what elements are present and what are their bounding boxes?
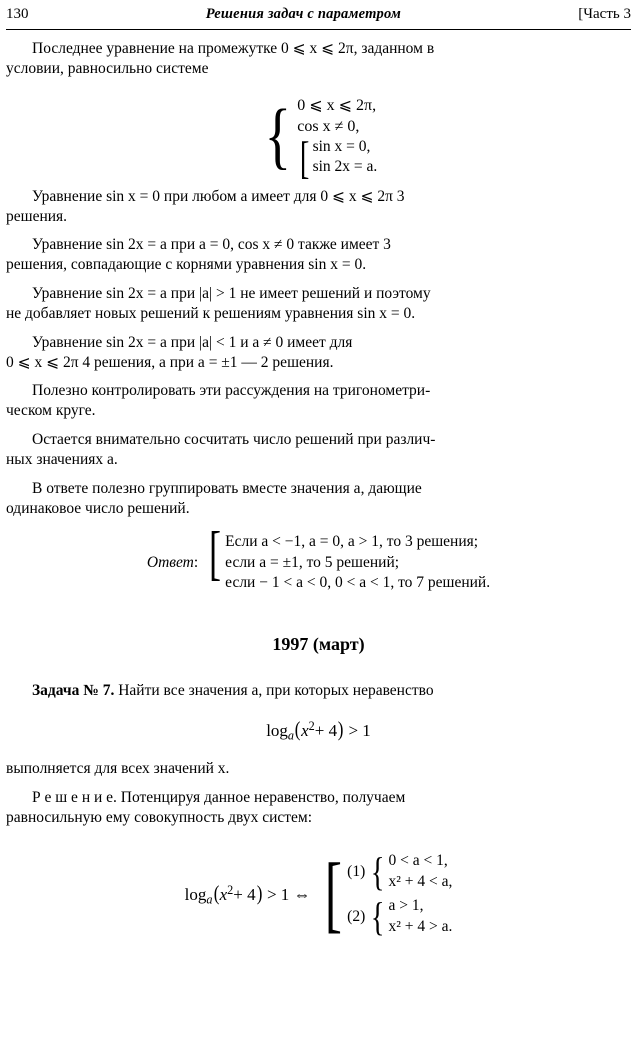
- paragraph-2-line-1: Уравнение sin x = 0 при любом a имеет для 0 ⩽ x ⩽ 2π 3: [32, 187, 405, 205]
- paragraph-8-line-1: В ответе полезно группировать вместе значения a, дающие: [32, 479, 422, 497]
- answer-line-1: Если a < −1, a = 0, a > 1, то 3 решения;: [225, 533, 479, 551]
- case-1-brace: {: [370, 848, 385, 894]
- paragraph-8-line-2: одинаковое число решений.: [6, 499, 190, 517]
- system-row-1: 0 ⩽ x ⩽ 2π,: [297, 96, 377, 114]
- system-display-1: [6, 79, 631, 183]
- task-label: Задача № 7.: [32, 681, 115, 699]
- paren-close: ): [337, 716, 344, 741]
- paragraph-6-line-1: Полезно контролировать эти рассуждения на тригонометри-: [32, 382, 431, 400]
- case-2-rows: [388, 896, 452, 937]
- case-2-row-1: a > 1,: [388, 897, 424, 915]
- case-1-row-2: x² + 4 < a,: [388, 872, 453, 890]
- formula-rest: + 4: [314, 720, 338, 740]
- section-heading: 1997 (март): [272, 633, 365, 654]
- paragraph-5-line-2: 0 ⩽ x ⩽ 2π 4 решения, а при a = ±1 — 2 решения.: [6, 353, 334, 371]
- after-formula-line: выполняется для всех значений x.: [6, 759, 230, 777]
- paragraph-6-line-2: ческом круге.: [6, 402, 96, 420]
- paragraph-5: [6, 324, 631, 373]
- answer-line-3: если − 1 < a < 0, 0 < a < 1, то 7 решений.: [225, 574, 491, 592]
- log-symbol: log: [266, 720, 288, 740]
- final-paren-close: ): [256, 881, 262, 906]
- paragraph-3-line-1: Уравнение sin 2x = a при a = 0, cos x ≠ 0 также имеет 3: [32, 236, 391, 254]
- inner-disjunction: [297, 131, 378, 183]
- paragraph-1-line-2: условии, равносильно системе: [6, 59, 209, 77]
- paragraph-5-line-1: Уравнение sin 2x = a при |a| < 1 и a ≠ 0 имеет для: [32, 333, 353, 351]
- exponent-2: 2: [308, 718, 315, 733]
- final-paren-open: (: [213, 881, 219, 906]
- case-1-rows: [388, 851, 452, 892]
- answer-line-2: если a = ±1, то 5 решений;: [225, 553, 400, 571]
- case-1-number: (1): [347, 862, 366, 880]
- paragraph-2-line-2: решения.: [6, 207, 68, 225]
- final-exponent: 2: [227, 883, 234, 898]
- paragraph-7-line-2: ных значениях a.: [6, 450, 118, 468]
- final-left-expression: [185, 881, 319, 907]
- left-brace: {: [264, 94, 291, 177]
- paragraph-1-line-1: Последнее уравнение на промежутке 0 ⩽ x ⩽ 2π, заданном в: [32, 40, 435, 57]
- paragraph-3: [6, 226, 631, 275]
- system-row-2: cos x ≠ 0,: [297, 117, 360, 135]
- final-cases: [347, 849, 452, 939]
- paragraph-7-line-1: Остается внимательно сосчитать число решений при различ-: [32, 431, 436, 449]
- final-rest: + 4: [233, 885, 256, 905]
- paren-open: (: [294, 716, 301, 741]
- paragraph-6: [6, 372, 631, 421]
- paragraph-4-line-1: Уравнение sin 2x = a при |a| > 1 не имеет решений и поэтому: [32, 285, 431, 303]
- task-formula: [6, 701, 631, 743]
- page-body: [4, 30, 633, 942]
- log-base: a: [287, 727, 295, 742]
- solution-paragraph: [6, 779, 631, 828]
- running-title: Решения задач с параметром: [205, 6, 402, 22]
- system-rows: [297, 95, 378, 183]
- answer-rows: [225, 532, 490, 593]
- paragraph-2: [6, 178, 631, 227]
- paragraph-7: [6, 421, 631, 470]
- running-head: [4, 0, 633, 28]
- formula-tail: > 1: [348, 720, 371, 740]
- system-row-4: sin 2x = a.: [312, 158, 378, 176]
- task-paragraph: [6, 655, 631, 701]
- answer-bracket: [: [209, 520, 222, 587]
- paragraph-8: [6, 470, 631, 519]
- final-log-base: a: [206, 892, 213, 907]
- paragraph-1: [6, 30, 631, 79]
- case-2: [347, 894, 452, 939]
- final-display: [6, 827, 631, 942]
- case-1: [347, 849, 452, 894]
- answer-label: Ответ:: [146, 554, 199, 572]
- case-1-row-1: 0 < a < 1,: [388, 852, 448, 870]
- final-tail: > 1 ⇔: [266, 885, 311, 905]
- paragraph-3-line-2: решения, совпадающие с корнями уравнения sin x = 0.: [6, 256, 367, 274]
- solution-line-2: равносильную ему совокупность двух систем:: [6, 808, 313, 826]
- variable-x: x: [301, 720, 309, 740]
- left-bracket: [: [300, 131, 310, 183]
- part-marker: [Часть 3: [578, 6, 631, 22]
- final-log-symbol: log: [184, 885, 207, 905]
- paragraph-4-line-2: не добавляет новых решений к решениям уравнения sin x = 0.: [6, 304, 416, 322]
- case-2-brace: {: [370, 893, 385, 939]
- paragraph-4: [6, 275, 631, 324]
- case-2-row-2: x² + 4 > a.: [388, 917, 453, 935]
- inner-rows: [313, 137, 378, 178]
- case-2-number: (2): [347, 907, 366, 925]
- answer-block: [6, 518, 631, 593]
- page-number: 130: [6, 6, 29, 22]
- final-variable-x: x: [219, 885, 228, 905]
- final-bracket: [: [324, 845, 342, 942]
- task-text: Найти все значения a, при которых неравенство: [118, 681, 434, 699]
- solution-line-1: Р е ш е н и е. Потенцируя данное неравенство, получаем: [32, 788, 406, 806]
- system-row-3: sin x = 0,: [312, 137, 371, 155]
